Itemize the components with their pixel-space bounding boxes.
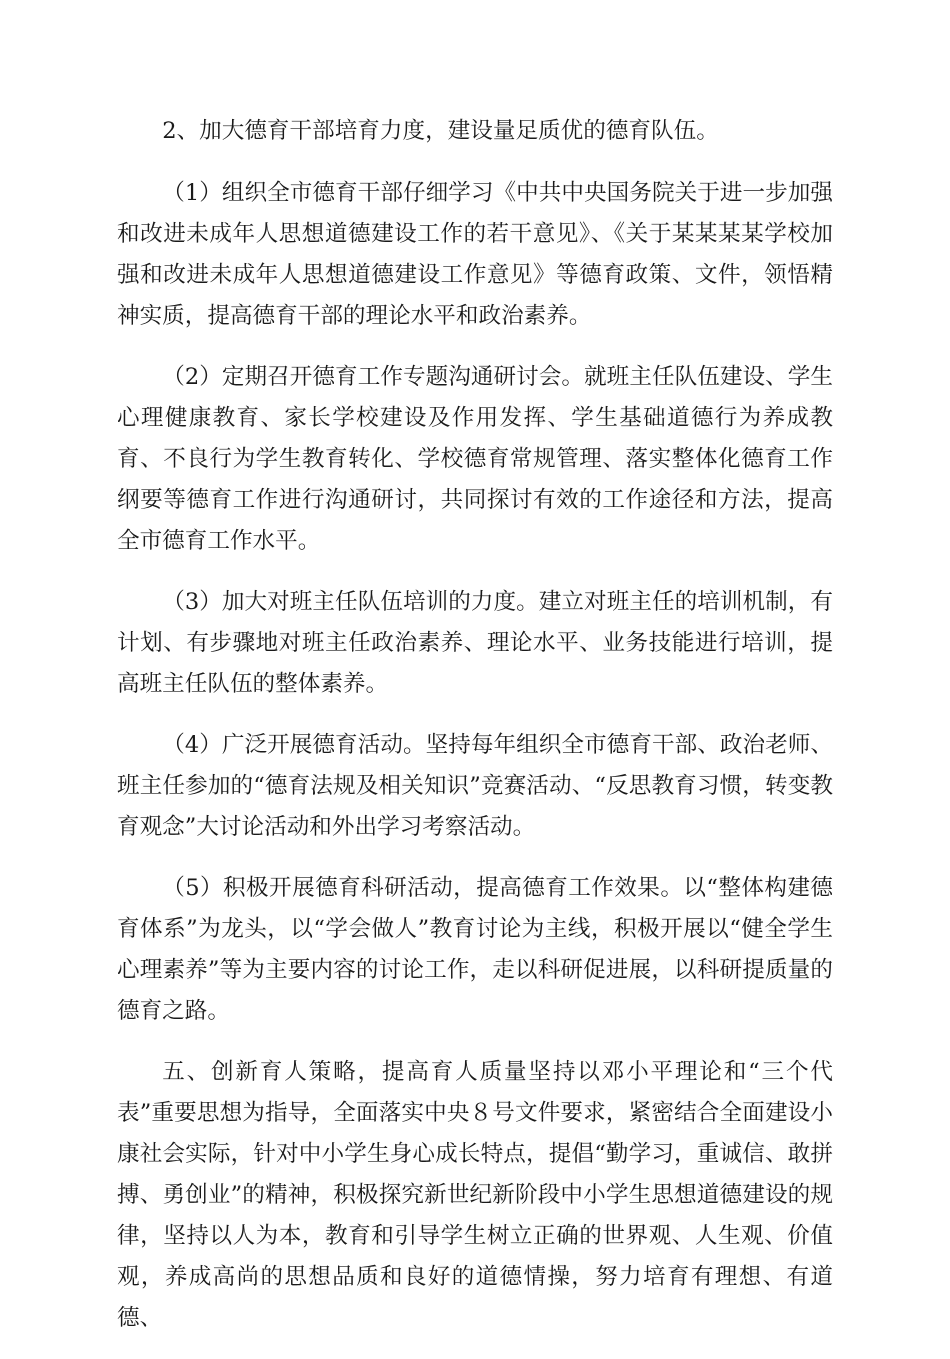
section-heading: 2、加大德育干部培育力度，建设量足质优的德育队伍。 xyxy=(162,118,719,144)
paragraph-section-five: 五、创新育人策略，提高育人质量坚持以邓小平理论和“三个代表”重要思想为指导，全面落实中央８号文件要求，紧密结合全面建设小康社会实际，针对中小学生身心成长特点，提倡“勤学习，重诚信、敢拼搏、勇创业”的精神，积极探究新世纪新阶段中小学生思想道德建设的规律，坚持以人为本，教育和引导学生树立正确的世界观、人生观、价值观，养成高尚的思想品质和良好的道德情操，努力培育有理想、有道德、 xyxy=(117,1059,833,1331)
document-body xyxy=(117,111,833,1359)
paragraph-item-4: （4）广泛开展德育活动。坚持每年组织全市德育干部、政治老师、班主任参加的“德育法规及相关知识”竞赛活动、“反思教育习惯，转变教育观念”大讨论活动和外出学习考察活动。 xyxy=(117,732,833,840)
paragraph-item-2: （2）定期召开德育工作专题沟通研讨会。就班主任队伍建设、学生心理健康教育、家长学校建设及作用发挥、学生基础道德行为养成教育、不良行为学生教育转化、学校德育常规管理、落实整体化德育工作纲要等德育工作进行沟通研讨，共同探讨有效的工作途径和方法，提高全市德育工作水平。 xyxy=(117,364,833,554)
paragraph-item-5: （5）积极开展德育科研活动，提高德育工作效果。以“整体构建德育体系”为龙头，以“学会做人”教育讨论为主线，积极开展以“健全学生心理素养”等为主要内容的讨论工作，走以科研促进展，以科研提质量的德育之路。 xyxy=(117,875,833,1024)
paragraph-item-3: （3）加大对班主任队伍培训的力度。建立对班主任的培训机制，有计划、有步骤地对班主任政治素养、理论水平、业务技能进行培训，提高班主任队伍的整体素养。 xyxy=(117,589,833,697)
paragraph-item-1: （1）组织全市德育干部仔细学习《中共中央国务院关于进一步加强和改进未成年人思想道德建设工作的若干意见》、《关于某某某某学校加强和改进未成年人思想道德建设工作意见》等德育政策、文件，领悟精神实质，提高德育干部的理论水平和政治素养。 xyxy=(117,180,833,329)
